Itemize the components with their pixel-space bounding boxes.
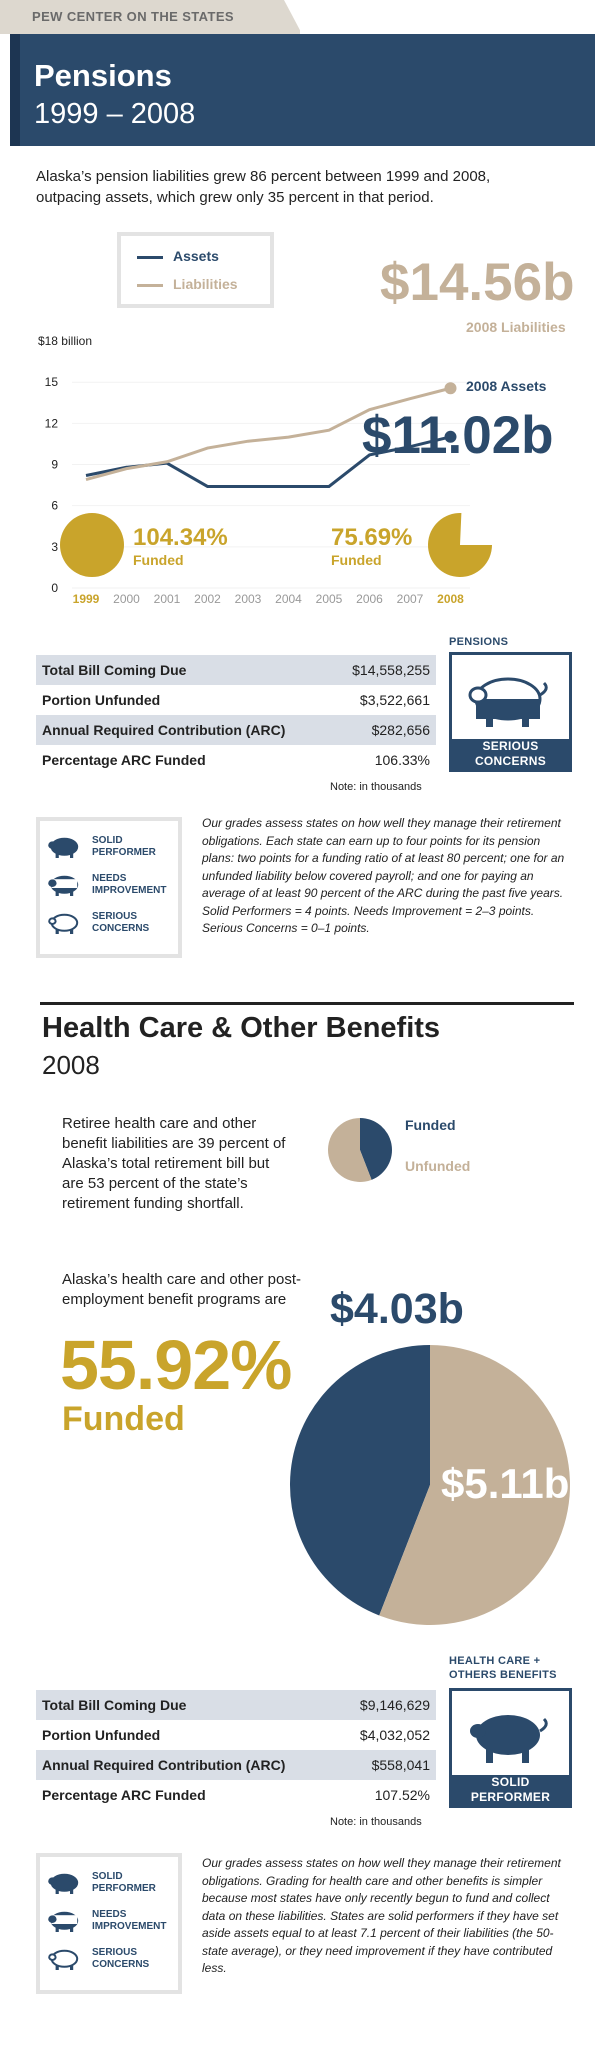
table-row bbox=[36, 1720, 436, 1750]
grade-key-label-solid: SOLID bbox=[92, 835, 123, 846]
x-tick-label: 2005 bbox=[315, 592, 343, 606]
pensions-intro: Alaska’s pension liabilities grew 86 percent between 1999 and 2008, outpacing assets, which grew only 35 percent in that period. bbox=[36, 168, 491, 206]
grade-key-label-serious: CONCERNS bbox=[92, 1959, 150, 1970]
row-value: $558,041 bbox=[328, 1750, 436, 1780]
health-unfunded-amount: $5.11b bbox=[441, 1460, 570, 1507]
series-endpoint-liabilities bbox=[445, 382, 457, 394]
health-grade-header-1: HEALTH CARE + bbox=[449, 1655, 541, 1667]
grade-key-label-serious: SERIOUS bbox=[92, 1947, 138, 1958]
grade-key-label-solid: PERFORMER bbox=[92, 1883, 156, 1894]
pig-needs-icon bbox=[46, 1907, 86, 1933]
pig-solid-icon bbox=[46, 1869, 86, 1895]
pig-solid-icon bbox=[46, 833, 86, 859]
small-pie-unfunded-label: Unfunded bbox=[405, 1158, 471, 1174]
grade-key-label-needs: NEEDS bbox=[92, 873, 127, 884]
funded-2008-word: Funded bbox=[331, 552, 382, 568]
table-row bbox=[36, 715, 436, 745]
health-grade-badge bbox=[449, 1688, 572, 1808]
grade-key-label-serious: SERIOUS bbox=[92, 911, 138, 922]
pig-solid-icon bbox=[462, 1701, 562, 1765]
grade-key-label-needs: IMPROVEMENT bbox=[92, 885, 167, 896]
x-tick-label: 2003 bbox=[234, 592, 262, 606]
row-value: $3,522,661 bbox=[359, 692, 430, 708]
table-row bbox=[36, 1750, 436, 1780]
row-value: $9,146,629 bbox=[328, 1690, 436, 1720]
grade-key-label-needs: IMPROVEMENT bbox=[92, 1921, 167, 1932]
x-tick-label: 2007 bbox=[396, 592, 424, 606]
health-table bbox=[36, 1690, 436, 1810]
pig-serious-icon bbox=[46, 909, 86, 935]
health-note: Note: in thousands bbox=[330, 1816, 422, 1828]
health-small-pie bbox=[320, 1110, 400, 1190]
table-row bbox=[36, 1690, 436, 1720]
legend-liabilities-label: Liabilities bbox=[173, 276, 238, 292]
health-text-2: Alaska’s health care and other post-employment benefit programs are bbox=[62, 1271, 302, 1308]
row-label: Portion Unfunded bbox=[42, 692, 161, 708]
pensions-note: Note: in thousands bbox=[330, 781, 422, 793]
x-tick-label: 2008 bbox=[437, 592, 464, 606]
row-label: Percentage ARC Funded bbox=[42, 752, 206, 768]
pensions-table bbox=[36, 655, 436, 775]
y-tick-label: 6 bbox=[51, 498, 58, 513]
funded-1999-word: Funded bbox=[133, 552, 184, 568]
legend-liabilities-swatch bbox=[137, 284, 163, 287]
row-label: Total Bill Coming Due bbox=[36, 1690, 328, 1720]
grade-label-line: SOLID bbox=[491, 1775, 530, 1789]
pensions-grade-badge bbox=[449, 652, 572, 772]
health-year: 2008 bbox=[42, 1050, 100, 1080]
row-label: Percentage ARC Funded bbox=[42, 1787, 206, 1803]
y-tick-label: 3 bbox=[51, 539, 58, 554]
table-row bbox=[36, 1780, 436, 1810]
row-label: Portion Unfunded bbox=[42, 1727, 161, 1743]
pig-needs-icon bbox=[46, 871, 86, 897]
funded-2008-pct: 75.69% bbox=[331, 524, 413, 551]
pensions-title: Pensions bbox=[34, 58, 172, 93]
y-tick-label: 15 bbox=[44, 375, 58, 390]
health-title: Health Care & Other Benefits bbox=[42, 1012, 441, 1044]
row-value: $14,558,255 bbox=[328, 655, 436, 685]
pensions-grade-label bbox=[452, 739, 569, 769]
funded-pie-2008 bbox=[428, 513, 492, 577]
health-grade-header-2: OTHERS BENEFITS bbox=[449, 1669, 557, 1681]
y-tick-label: 0 bbox=[51, 581, 58, 595]
row-label: Annual Required Contribution (ARC) bbox=[36, 1750, 328, 1780]
grade-key-label-solid: PERFORMER bbox=[92, 847, 156, 858]
row-label: Annual Required Contribution (ARC) bbox=[36, 715, 328, 745]
pensions-key-description: Our grades assess states on how well they manage their retirement obligations. Each state can earn up to four points for its pension plans: two points for a funding ratio of at least 80 percent; one for an unfunded liability below covered payroll; and one for paying an average of at least 90 percent of the ARC during the past five years. Solid Performers = 4 points. Needs Improvement = 2–3 points. Serious Concerns = 0–1 points. bbox=[202, 816, 565, 935]
row-value: 107.52% bbox=[374, 1787, 430, 1803]
grade-label-line: PERFORMER bbox=[470, 1790, 551, 1804]
x-tick-label: 2002 bbox=[194, 592, 221, 606]
grade-key-label-needs: NEEDS bbox=[92, 1909, 127, 1920]
health-grade-label bbox=[452, 1775, 569, 1805]
y-tick-label: 9 bbox=[51, 457, 58, 472]
grade-label-line: CONCERNS bbox=[474, 754, 547, 768]
pig-serious-icon bbox=[46, 1945, 86, 1971]
x-tick-label: 2001 bbox=[153, 592, 181, 606]
row-label: Total Bill Coming Due bbox=[36, 655, 328, 685]
pensions-grade-header: PENSIONS bbox=[449, 636, 509, 648]
row-value: $4,032,052 bbox=[359, 1727, 430, 1743]
table-row bbox=[36, 685, 436, 715]
funded-1999-pct: 104.34% bbox=[133, 524, 228, 551]
funded-pie-1999 bbox=[60, 513, 124, 577]
assets-end-label: 2008 Assets bbox=[466, 378, 547, 394]
table-row bbox=[36, 655, 436, 685]
health-funded-word: Funded bbox=[62, 1400, 185, 1438]
x-tick-label: 2006 bbox=[356, 592, 383, 606]
liabilities-end-label: 2008 Liabilities bbox=[466, 319, 566, 335]
grade-label-line: SERIOUS bbox=[482, 739, 539, 753]
legend-assets-label: Assets bbox=[173, 248, 219, 264]
infographic-tag: PEW CENTER ON THE STATES bbox=[0, 0, 300, 34]
pig-serious-icon bbox=[462, 665, 562, 729]
y-tick-label: $18 billion bbox=[37, 334, 92, 349]
row-value: $282,656 bbox=[328, 715, 436, 745]
x-tick-label: 2000 bbox=[113, 592, 140, 606]
liabilities-total: $14.56b bbox=[380, 253, 575, 312]
grade-key-label-solid: SOLID bbox=[92, 1871, 123, 1882]
grade-key-label-serious: CONCERNS bbox=[92, 923, 150, 934]
row-value: 106.33% bbox=[374, 752, 430, 768]
legend-assets-swatch bbox=[137, 256, 163, 259]
x-tick-label: 1999 bbox=[72, 592, 100, 606]
health-funded-amount: $4.03b bbox=[330, 1285, 464, 1333]
health-text-1: Retiree health care and other benefit liabilities are 39 percent of Alaska’s total retirement bill but are 53 percent of the state’s retirement funding shortfall. bbox=[62, 1115, 286, 1212]
health-funded-pct: 55.92% bbox=[60, 1326, 292, 1404]
assets-total: $11.02b bbox=[362, 406, 554, 465]
section-divider bbox=[40, 1002, 574, 1005]
pensions-years: 1999 – 2008 bbox=[34, 98, 196, 130]
table-row bbox=[36, 745, 436, 775]
chart-legend bbox=[117, 232, 274, 308]
small-pie-funded-label: Funded bbox=[405, 1117, 456, 1133]
y-tick-label: 12 bbox=[44, 416, 58, 431]
x-tick-label: 2004 bbox=[275, 592, 302, 606]
health-key-description: Our grades assess states on how well they manage their retirement obligations. Grading for health care and other benefits is simpler because most states have only recently begun to fund and collect data on these liabilities. States are solid performers if they have set aside assets equal to at least 7.1 percent of their liabilities (the 50-state average), or they need improvement if they have contributed less. bbox=[202, 1856, 561, 1975]
